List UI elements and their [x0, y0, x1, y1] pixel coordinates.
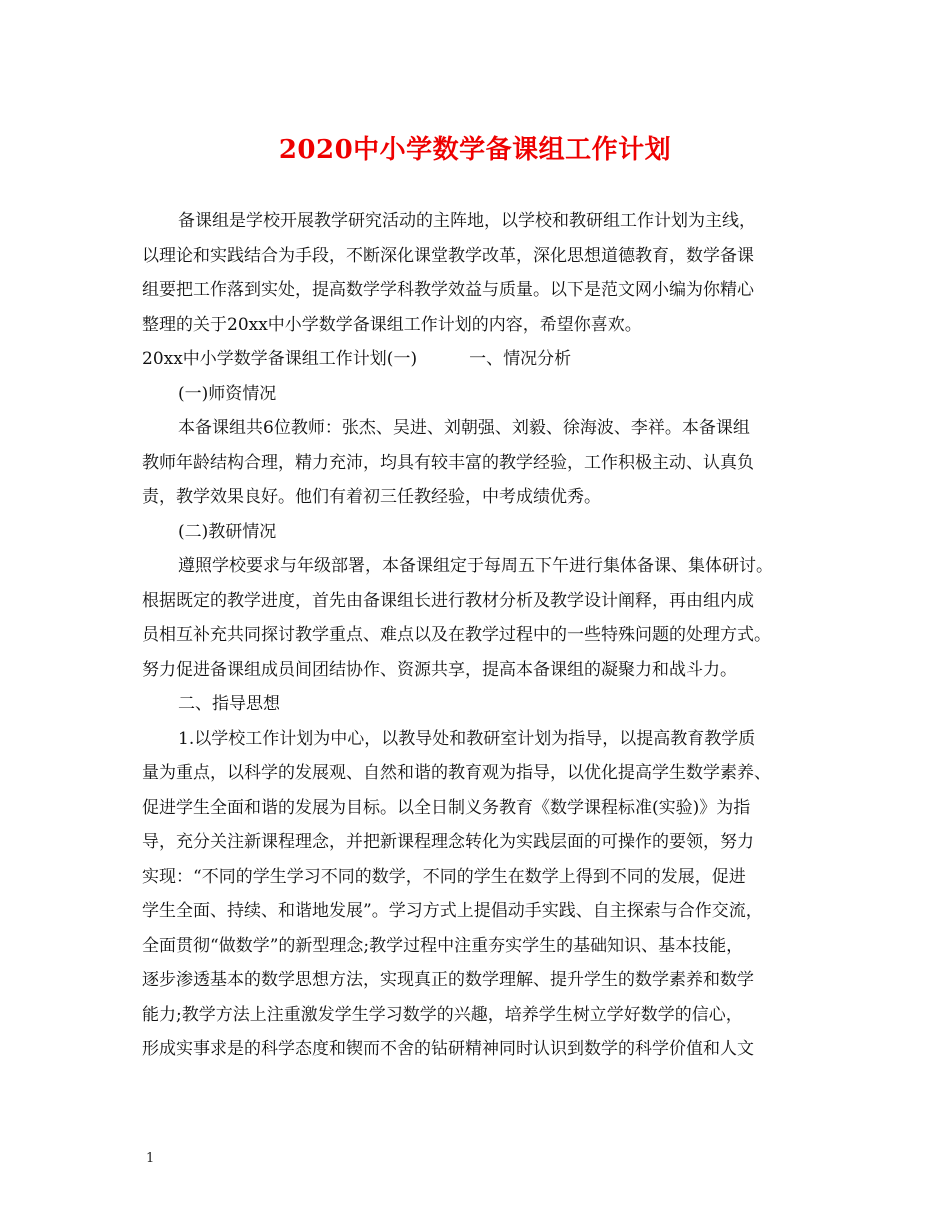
text-line: 备课组是学校开展教学研究活动的主阵地，以学校和教研组工作计划为主线， — [178, 211, 756, 231]
text-line: 促进学生全面和谐的发展为目标。以全日制义务教育《数学课程标准(实验)》为指 — [142, 797, 751, 818]
text-line: 量为重点，以科学的发展观、自然和谐的教育观为指导，以优化提高学生数学素养、 — [142, 763, 771, 783]
section-heading-right: 一、情况分析 — [469, 349, 572, 369]
text-line: 责，教学效果良好。他们有着初三任教经验，中考成绩优秀。 — [142, 487, 601, 507]
text-line: 学生全面、持续、和谐地发展”。学习方式上提倡动手实践、自主探索与合作交流， — [142, 901, 763, 921]
text-line: 全面贯彻“做数学”的新型理念;教学过程中注重夯实学生的基础知识、基本技能， — [142, 935, 744, 956]
text-line: 形成实事求是的科学态度和锲而不舍的钻研精神同时认识到数学的科学价值和人文 — [142, 1039, 754, 1059]
document-body — [142, 204, 822, 1067]
text-line: 二、指导思想 — [178, 694, 280, 714]
text-line: 根据既定的教学进度，首先由备课组长进行教材分析及教学设计阐释，再由组内成 — [142, 590, 754, 611]
text-line: 逐步渗透基本的数学思想方法，实现真正的数学理解、提升学生的数学素养和数学 — [142, 970, 754, 990]
text-line: 组要把工作落到实处，提高数学学科教学效益与质量。以下是范文网小编为你精心 — [142, 280, 754, 300]
section-heading — [142, 342, 822, 377]
text-line: 导，充分关注新课程理念，并把新课程理念转化为实践层面的可操作的要领，努力 — [142, 832, 754, 852]
text-line: 以理论和实践结合为手段，不断深化课堂教学改革，深化思想道德教育，数学备课 — [142, 245, 754, 266]
text-line: 努力促进备课组成员间团结协作、资源共享，提高本备课组的凝聚力和战斗力。 — [142, 659, 737, 680]
text-line: 1.以学校工作计划为中心，以教导处和教研室计划为指导，以提高教育教学质 — [178, 728, 756, 749]
text-line: (一)师资情况 — [178, 383, 277, 404]
text-line: 整理的关于20xx中小学数学备课组工作计划的内容，希望你喜欢。 — [142, 314, 642, 335]
text-line: 本备课组共6位教师：张杰、吴进、刘朝强、刘毅、徐海波、李祥。本备课组 — [178, 418, 750, 438]
text-line: 员相互补充共同探讨教学重点、难点以及在教学过程中的一些特殊问题的处理方式。 — [142, 625, 771, 645]
text-line: 能力;教学方法上注重激发学生学习数学的兴趣，培养学生树立学好数学的信心， — [142, 1004, 743, 1025]
document-title: 2020中小学数学备课组工作计划 — [278, 135, 672, 165]
page-number: 1 — [146, 1151, 155, 1166]
text-line: 遵照学校要求与年级部署，本备课组定于每周五下午进行集体备课、集体研讨。 — [178, 556, 773, 576]
text-line: 教师年龄结构合理，精力充沛，均具有较丰富的教学经验，工作积极主动、认真负 — [142, 452, 754, 473]
main-content — [142, 377, 822, 1067]
text-line: 实现：“不同的学生学习不同的数学，不同的学生在数学上得到不同的发展，促进 — [142, 866, 746, 887]
intro-paragraph — [142, 204, 822, 342]
section-heading-left: 20xx中小学数学备课组工作计划(一) — [142, 349, 418, 369]
text-line: (二)教研情况 — [178, 521, 277, 542]
